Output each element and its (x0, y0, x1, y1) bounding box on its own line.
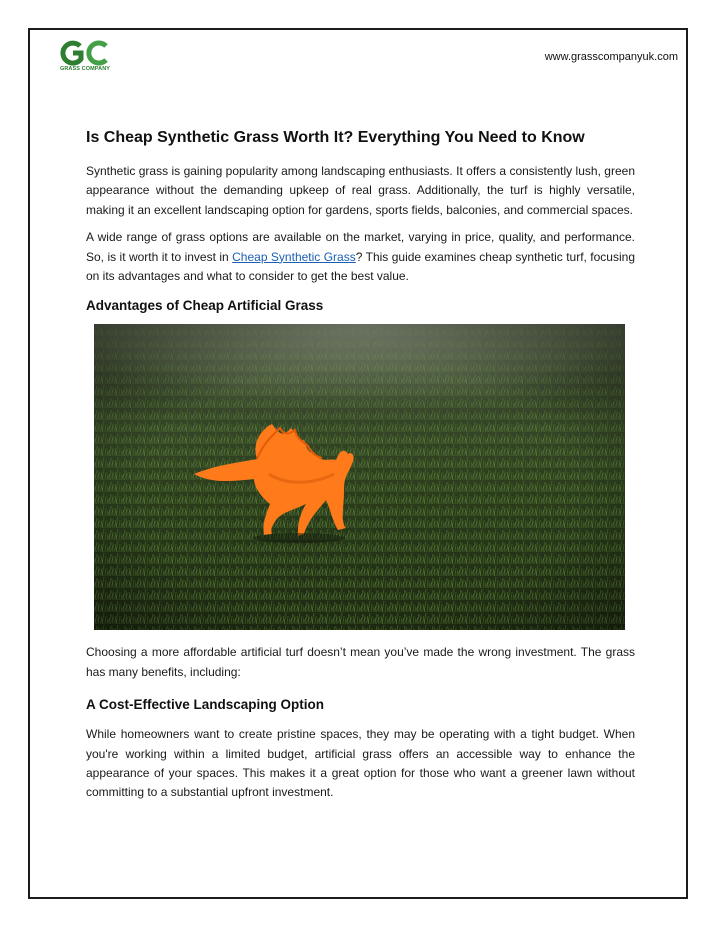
logo-gc-mark-icon (58, 40, 110, 66)
options-paragraph (86, 228, 635, 286)
benefits-paragraph: Choosing a more affordable artificial turf doesn’t mean you’ve made the wrong investment. The grass has many benefits, including: (86, 645, 635, 679)
grass-company-logo[interactable] (54, 40, 114, 80)
article-title: Is Cheap Synthetic Grass Worth It? Everything You Need to Know (86, 129, 585, 146)
logo-wordmark: GRASS COMPANY (59, 66, 111, 72)
cheap-synthetic-grass-link[interactable]: Cheap Synthetic Grass (232, 249, 356, 264)
article (86, 126, 635, 803)
options-text-after: ? This guide examines cheap synthetic turf, focusing on its advantages and what to consider to get the best value. (86, 249, 635, 284)
intro-paragraph: Synthetic grass is gaining popularity among landscaping enthusiasts. It offers a consistently lush, green appearance without the demanding upkeep of real grass. Additionally, the turf is highly versatile, making it an excellent landscaping option for gardens, sports fields, balconies, and commercial spaces. (86, 164, 635, 217)
cost-effective-paragraph: While homeowners want to create pristine spaces, they may be operating with a tight budget. When you're working within a limited budget, artificial grass offers an accessible way to enhance the appearance of your spaces. This makes it a great option for those who want a greener lawn without committing to a substantial upfront investment. (86, 727, 635, 800)
advantages-heading: Advantages of Cheap Artificial Grass (86, 298, 324, 314)
options-text-before: A wide range of grass options are available on the market, varying in price, quality, and performance. So, is it worth it to invest in (86, 230, 635, 264)
dinosaur-on-grass-photo (94, 324, 625, 630)
cost-effective-heading: A Cost-Effective Landscaping Option (86, 697, 325, 713)
site-url[interactable]: www.grasscompanyuk.com (544, 51, 678, 63)
